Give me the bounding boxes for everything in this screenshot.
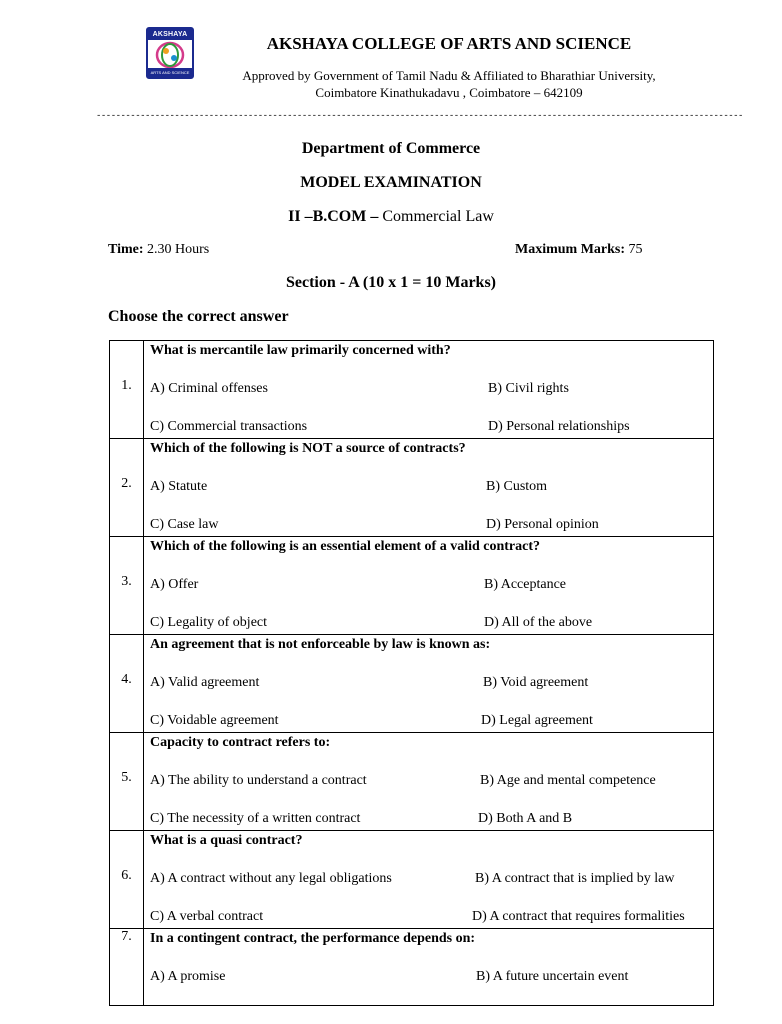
question-number: 1. xyxy=(121,377,132,393)
question-cell xyxy=(144,341,714,439)
course-code: II –B.COM – xyxy=(288,208,379,225)
option-c: C) A verbal contract xyxy=(150,909,264,924)
option-a: A) Offer xyxy=(150,577,199,592)
option-a: A) A contract without any legal obligations xyxy=(150,871,392,886)
instruction-text: Choose the correct answer xyxy=(108,308,289,325)
question-cell xyxy=(144,831,714,929)
question-text: In a contingent contract, the performance depends on: xyxy=(150,931,476,946)
approval-line-2: Coimbatore Kinathukadavu , Coimbatore – 642109 xyxy=(315,85,583,100)
questions-table xyxy=(109,340,714,1006)
question-text: What is mercantile law primarily concerned with? xyxy=(150,343,451,358)
question-number-cell xyxy=(110,635,144,733)
option-d: D) Legal agreement xyxy=(481,713,593,728)
question-number: 4. xyxy=(121,671,132,687)
option-b: B) Age and mental competence xyxy=(480,773,656,788)
option-d: D) A contract that requires formalities xyxy=(472,909,685,924)
option-c: C) Commercial transactions xyxy=(150,419,308,434)
question-text: An agreement that is not enforceable by law is known as: xyxy=(150,637,491,652)
option-c: C) Voidable agreement xyxy=(150,713,279,728)
marks-value: 75 xyxy=(625,242,643,257)
question-number-cell xyxy=(110,439,144,537)
marks-label: Maximum Marks: xyxy=(515,242,626,257)
question-text: Which of the following is NOT a source of contracts? xyxy=(150,441,466,456)
question-cell xyxy=(144,929,714,1006)
college-name: AKSHAYA COLLEGE OF ARTS AND SCIENCE xyxy=(266,34,632,53)
question-text: What is a quasi contract? xyxy=(150,833,303,848)
question-text: Capacity to contract refers to: xyxy=(150,735,331,750)
question-number: 5. xyxy=(121,769,132,785)
time-label: Time: xyxy=(108,242,144,257)
option-b: B) Custom xyxy=(486,479,548,494)
option-b: B) A future uncertain event xyxy=(476,969,629,984)
option-c: C) Case law xyxy=(150,517,219,532)
question-cell xyxy=(144,537,714,635)
option-b: B) Acceptance xyxy=(484,577,567,592)
question-row xyxy=(110,439,714,537)
question-cell xyxy=(144,635,714,733)
logo-text-bottom: ARTS AND SCIENCE xyxy=(148,68,192,77)
course-subject: Commercial Law xyxy=(378,208,494,225)
option-c: C) The necessity of a written contract xyxy=(150,811,361,826)
option-a: A) Statute xyxy=(150,479,208,494)
option-b: B) A contract that is implied by law xyxy=(475,871,675,886)
option-a: A) A promise xyxy=(150,969,226,984)
approval-line-1: Approved by Government of Tamil Nadu & Affiliated to Bharathiar University, xyxy=(242,68,656,83)
question-row xyxy=(110,929,714,1006)
question-cell xyxy=(144,439,714,537)
question-number: 6. xyxy=(121,867,132,883)
question-number-cell xyxy=(110,831,144,929)
question-row xyxy=(110,537,714,635)
approval-text xyxy=(200,67,698,101)
question-number: 3. xyxy=(121,573,132,589)
question-number-cell xyxy=(110,537,144,635)
section-heading: Section - A (10 x 1 = 10 Marks) xyxy=(286,274,496,291)
course-title xyxy=(0,208,782,226)
question-text: Which of the following is an essential element of a valid contract? xyxy=(150,539,541,554)
option-d: D) Personal relationships xyxy=(488,419,630,434)
question-number: 7. xyxy=(121,929,132,944)
option-a: A) Criminal offenses xyxy=(150,381,268,396)
option-d: D) All of the above xyxy=(484,615,593,630)
question-cell xyxy=(144,733,714,831)
option-a: A) The ability to understand a contract xyxy=(150,773,367,788)
option-d: D) Both A and B xyxy=(478,811,573,826)
college-logo xyxy=(146,27,194,79)
question-number: 2. xyxy=(121,475,132,491)
option-a: A) Valid agreement xyxy=(150,675,260,690)
exam-title: MODEL EXAMINATION xyxy=(300,174,482,191)
question-row xyxy=(110,341,714,439)
option-d: D) Personal opinion xyxy=(486,517,599,532)
question-row xyxy=(110,635,714,733)
logo-emblem-icon xyxy=(154,40,186,70)
option-b: B) Civil rights xyxy=(488,381,569,396)
time-value: 2.30 Hours xyxy=(143,242,210,257)
option-c: C) Legality of object xyxy=(150,615,268,630)
question-number-cell xyxy=(110,929,144,1006)
exam-time xyxy=(108,242,209,258)
max-marks xyxy=(515,242,643,258)
question-number-cell xyxy=(110,341,144,439)
question-row xyxy=(110,831,714,929)
question-row xyxy=(110,733,714,831)
question-number-cell xyxy=(110,733,144,831)
header-divider: ------------------------------------------------------------------------------------------------------------------------------------ xyxy=(96,111,743,121)
department-title: Department of Commerce xyxy=(301,140,481,157)
logo-text-top: AKSHAYA xyxy=(148,29,192,40)
option-b: B) Void agreement xyxy=(483,675,589,690)
